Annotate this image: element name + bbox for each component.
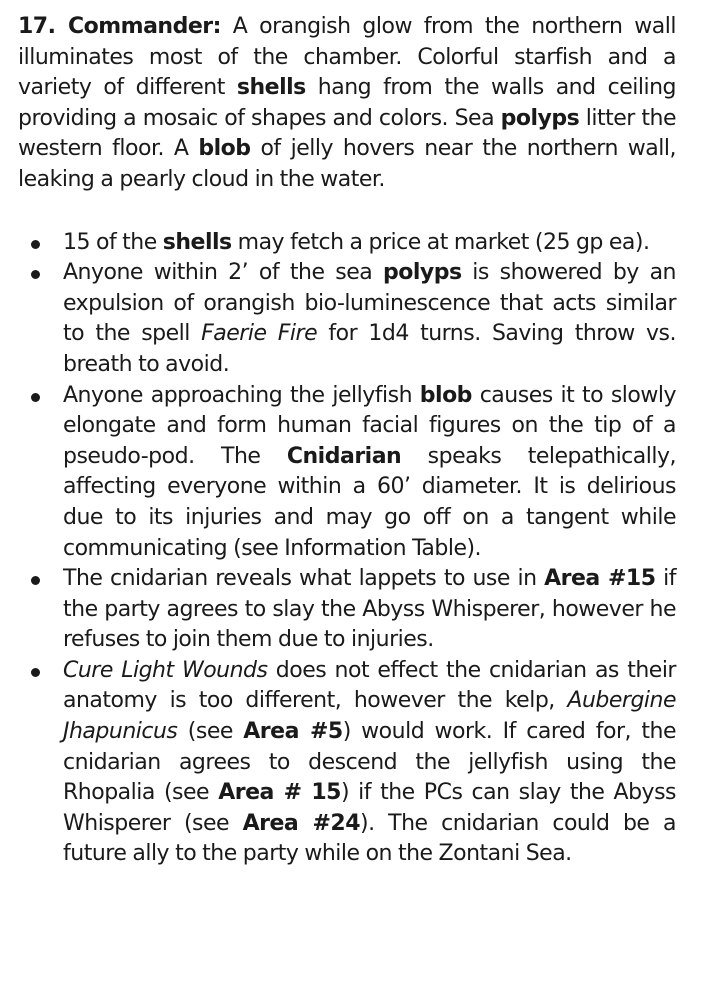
text-run: ) if the PCs can slay the Abyss Whisperer (see — [63, 780, 676, 836]
text-run: 15 of the — [63, 229, 163, 255]
italic-term: Cure Light Wounds — [63, 657, 268, 683]
text-run: Anyone approaching the jellyfish — [63, 382, 420, 408]
room-heading: 17. Commander: — [18, 14, 221, 39]
bold-term: Area #5 — [243, 719, 343, 745]
list-item — [18, 381, 676, 565]
text-run: A orangish glow from the northern wall illuminates most of the chamber. Colorful starfish and a variety of different — [18, 14, 676, 101]
text-run: ) would work. If cared for, the cnidarian agrees to descend the jellyfish using the Rhopalia (see — [63, 719, 677, 806]
list-item — [18, 228, 676, 259]
bold-term: Area #15 — [544, 566, 656, 592]
bullet-icon — [31, 393, 40, 402]
text-run: does not effect the cnidarian as their anatomy is too different, however the kelp, — [63, 657, 676, 714]
text-run: litter the western floor. A — [18, 105, 676, 162]
text-run: causes it to slowly elongate and form human facial figures on the tip of a pseudo-pod. The — [63, 382, 676, 469]
text-run: of jelly hovers near the northern wall, leaking a pearly cloud in the water. — [18, 136, 676, 192]
bold-term: blob — [419, 382, 472, 408]
bold-term: polyps — [382, 260, 462, 286]
list-item — [18, 656, 676, 870]
text-run: Anyone within 2’ of the sea — [63, 260, 383, 286]
italic-term: Faerie Fire — [201, 321, 318, 347]
list-item — [18, 258, 676, 380]
bold-term: Area #24 — [242, 810, 361, 836]
room-intro — [18, 14, 676, 192]
text-run: (see — [177, 719, 244, 745]
bold-term: Cnidarian — [286, 443, 402, 469]
text-run: if the party agrees to slay the Abyss Whisperer, however he refuses to join them due to injuries. — [63, 566, 676, 653]
bold-term: Area # 15 — [218, 780, 341, 806]
bold-term: shells — [162, 229, 232, 255]
room-description — [18, 12, 676, 196]
bold-term: polyps — [500, 105, 580, 131]
bold-term: shells — [236, 75, 306, 101]
italic-term: Aubergine Jhapunicus — [63, 688, 676, 745]
text-run: is showered by an expulsion of orangish bio-luminescence that acts similar to the spell — [63, 260, 676, 347]
text-run: speaks telepathically, affecting everyone within a 60’ diameter. It is delirious due to its injuries and may go off on a tangent while communicating (see Information Table). — [63, 443, 676, 561]
room-entry — [18, 12, 676, 870]
bullet-icon — [31, 240, 40, 249]
text-run: ). The cnidarian could be a future ally to the party while on the Zontani Sea. — [63, 810, 676, 867]
bullet-icon — [31, 668, 40, 677]
list-item — [18, 564, 676, 656]
text-run: hang from the walls and ceiling providing a mosaic of shapes and colors. Sea — [18, 75, 676, 131]
text-run: The cnidarian reveals what lappets to use in — [63, 566, 545, 592]
bold-term: blob — [198, 136, 251, 162]
bullet-icon — [31, 270, 40, 279]
room-notes-list — [18, 228, 676, 870]
bullet-icon — [31, 576, 40, 585]
text-run: for 1d4 turns. Saving throw vs. breath to avoid. — [63, 321, 677, 377]
text-run: may fetch a price at market (25 gp ea). — [231, 229, 650, 255]
